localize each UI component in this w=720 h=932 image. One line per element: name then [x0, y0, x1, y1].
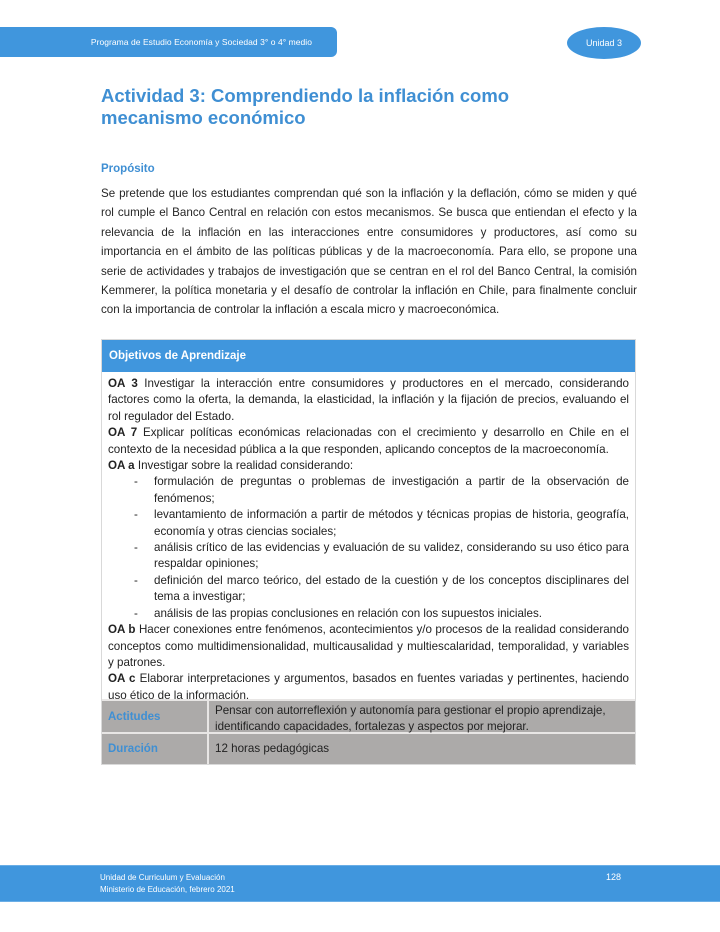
objective-code: OA 7 [108, 426, 138, 440]
objective-code: OA 3 [108, 377, 138, 390]
duration-row [102, 732, 635, 764]
attitudes-value: Pensar con autorreflexión y autonomía para gestionar el propio aprendizaje, identificando capacidades, fortalezas y aspectos por mejorar. [215, 704, 606, 733]
list-item: - levantamiento de información a partir de métodos y técnicas propias de historia, geografía, economía y otras ciencias sociales; [134, 507, 629, 540]
objective-text: Investigar sobre la realidad considerando: [137, 459, 354, 473]
objectives-list [102, 372, 635, 702]
objective-text: Explicar políticas económicas relacionadas con el crecimiento y desarrollo en Chile en el contexto de la necesidad pública a la que responden, aplicando conceptos de la macroeconomía. [108, 426, 629, 456]
objective-oa-a-sublist [134, 474, 629, 622]
objective-oa-b [108, 622, 629, 671]
footer-credits [100, 872, 235, 896]
attitudes-label: Actitudes [102, 701, 209, 732]
footer-bar [0, 865, 720, 902]
objectives-table [101, 339, 636, 765]
duration-value: 12 horas pedagógicas [215, 742, 330, 755]
objective-oa7 [108, 425, 629, 458]
unit-badge [567, 27, 641, 59]
list-item: - definición del marco teórico, del estado de la cuestión y de los conceptos disciplinares del tema a investigar; [134, 573, 629, 606]
objectives-header-label: Objetivos de Aprendizaje [109, 350, 246, 362]
attitudes-row [102, 699, 635, 732]
list-item: - análisis crítico de las evidencias y evaluación de su validez, considerando su uso ético para respaldar opiniones; [134, 540, 629, 573]
program-header-bar [0, 27, 337, 57]
objective-code: OA b [108, 623, 136, 637]
objective-code: OA a [108, 459, 135, 473]
objective-oa-a [108, 458, 629, 474]
objective-oa3 [108, 376, 629, 425]
page-number: 128 [606, 872, 622, 882]
list-item: - formulación de preguntas o problemas de investigación a partir de la observación de fenómenos; [134, 474, 629, 507]
footer-unit: Unidad de Curriculum y Evaluación [100, 873, 225, 882]
purpose-heading: Propósito [101, 163, 155, 175]
program-title: Programa de Estudio Economía y Sociedad 3° o 4° medio [90, 37, 312, 47]
purpose-paragraph: Se pretende que los estudiantes comprendan qué son la inflación y la deflación, cómo se miden y qué rol cumple el Banco Central en relación con estos mecanismos. Se busca que entiendan el efecto y la relevancia de la inflación en las interacciones entre consumidores y productores, así como su importancia en el ámbito de las políticas públicas y de la macroeconomía. Para ello, se propone una serie de actividades y trabajos de investigación que se centran en el rol del Banco Central, la comisión Kemmerer, la política monetaria y el desafío de controlar la inflación en Chile, para finalmente concluir con la importancia de controlar la inflación a escala micro y macroeconómica. [101, 187, 637, 317]
objective-code: OA c [108, 672, 136, 686]
unit-badge-label: Unidad 3 [585, 38, 623, 48]
objective-text: Elaborar interpretaciones y argumentos, basados en fuentes variadas y pertinentes, haciendo uso ético de la información. [108, 672, 629, 702]
objectives-table-header [102, 340, 635, 372]
list-item: - análisis de las propias conclusiones en relación con los supuestos iniciales. [134, 606, 629, 622]
duration-label: Duración [102, 734, 209, 764]
activity-title: Actividad 3: Comprendiendo la inflación como mecanismo económico [101, 85, 510, 128]
objective-text: Hacer conexiones entre fenómenos, acontecimientos y/o procesos de la realidad considerando conceptos como multidimensionalidad, multicausalidad y multiescalaridad, temporalidad, y variables y patrones. [108, 623, 629, 669]
objective-text: Investigar la interacción entre consumidores y productores en el mercado, considerando factores como la oferta, la demanda, la elasticidad, la inflación y la fijación de precios, evaluando el rol regulador del Estado. [108, 377, 629, 423]
footer-ministry: Ministerio de Educación, febrero 2021 [100, 885, 235, 894]
